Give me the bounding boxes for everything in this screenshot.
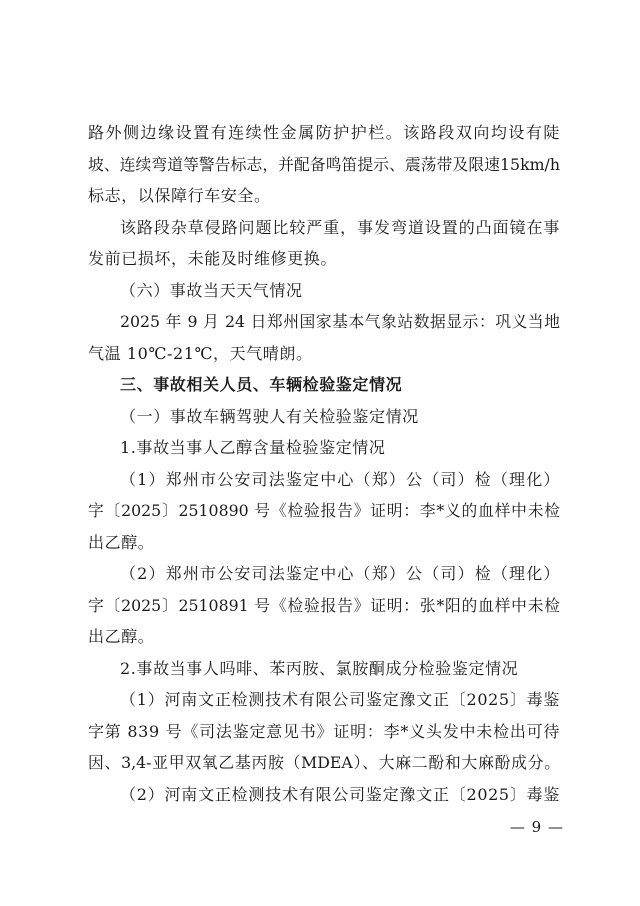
text-line: （1）郑州市公安司法鉴定中心（郑）公（司）检（理化）	[120, 469, 560, 489]
text-line: 字第 839 号《司法鉴定意见书》证明：李*义头发中未检出可待	[88, 721, 560, 741]
text-line: 路外侧边缘设置有连续性金属防护护栏。该路段双向均设有陡	[88, 123, 560, 142]
section-heading-inspection: 三、事故相关人员、车辆检验鉴定情况	[120, 375, 403, 394]
text-line: 坡、连续弯道等警告标志，并配备鸣笛提示、震荡带及限速15km/h	[88, 154, 560, 174]
text-line: 因、3,4-亚甲双氧乙基丙胺（MDEA）、大麻二酚和大麻酚成分。	[88, 753, 560, 772]
text-line: 字〔2025〕2510890 号《检验报告》证明：李*义的血样中未检	[88, 501, 560, 520]
text-line: 标志，以保障行车安全。	[88, 186, 271, 205]
text-line: 出乙醇。	[88, 532, 155, 552]
text-line: （2）河南文正检测技术有限公司鉴定豫文正〔2025〕毒鉴	[120, 784, 560, 804]
text-line: 气温 10℃-21℃，天气晴朗。	[88, 343, 313, 363]
page-number: — 9 —	[509, 818, 564, 836]
item-heading-alcohol: 1.事故当事人乙醇含量检验鉴定情况	[120, 438, 386, 457]
text-line: 发前已损坏，未能及时维修更换。	[88, 249, 338, 268]
section-heading-weather: （六）事故当天天气情况	[120, 280, 303, 300]
subsection-heading-driver: （一）事故车辆驾驶人有关检验鉴定情况	[120, 406, 419, 426]
text-line: （1）河南文正检测技术有限公司鉴定豫文正〔2025〕毒鉴	[120, 690, 560, 709]
text-line: 出乙醇。	[88, 627, 155, 646]
text-line: 2025 年 9 月 24 日郑州国家基本气象站数据显示：巩义当地	[120, 312, 560, 331]
text-line: 该路段杂草侵路问题比较严重，事发弯道设置的凸面镜在事	[120, 217, 560, 237]
body-text	[88, 117, 560, 810]
text-line: （2）郑州市公安司法鉴定中心（郑）公（司）检（理化）	[120, 564, 560, 583]
item-heading-drugs: 2.事故当事人吗啡、苯丙胺、氯胺酮成分检验鉴定情况	[120, 658, 519, 678]
text-line: 字〔2025〕2510891 号《检验报告》证明：张*阳的血样中未检	[88, 595, 560, 615]
